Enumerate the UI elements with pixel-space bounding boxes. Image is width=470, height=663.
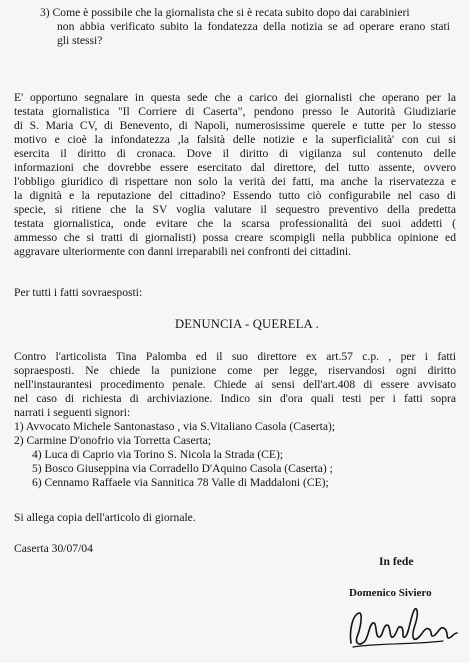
- paragraph-line: di S. Maria CV, di Benevento, di Napoli, numerosissime querele e tutte per lo stesso: [14, 119, 456, 132]
- paragraph-line: aggravare ulteriormente con danni irreparabili nei confronti dei cittadini.: [14, 245, 352, 258]
- paragraph-line: sopraesposti. Ne chiede la punizione come per legge, riservandosi ogni diritto: [14, 364, 456, 377]
- witness-item: 2) Carmine D'onofrio via Torretta Caserta;: [14, 434, 212, 447]
- paragraph-line: ammesso che si tratti di giornalisti) possa creare scompigli nella pubblica opinione ed: [14, 231, 456, 244]
- witness-item: 6) Cennamo Raffaele via Sannitica 78 Valle di Maddaloni (CE);: [32, 476, 329, 489]
- question-line: gli stessi?: [57, 34, 103, 47]
- question-line: non abbia verificato subito la fondatezza della notizia se ad operare erano stati: [57, 20, 450, 33]
- closing-formula: In fede: [379, 555, 414, 568]
- signer-name: Domenico Siviero: [349, 587, 432, 599]
- paragraph-line: l'obbligo giuridico di rispettare non solo la verità dei fatti, ma anche la riservatezza e: [14, 175, 456, 188]
- witness-item: 5) Bosco Giuseppina via Corradello D'Aquino Casola (Caserta) ;: [32, 462, 333, 475]
- paragraph-line: testata giornalistica, onde evitare che la scarsa professionalità dei suoi addetti (: [14, 217, 456, 230]
- paragraph-line: E' opportuno segnalare in questa sede che a carico dei giornalisti che operano per la: [14, 91, 456, 104]
- paragraph-line: la dignità e la reputazione del cittadino? Essendo tutto ciò configurabile nel caso di: [14, 189, 456, 202]
- handwritten-signature: [347, 603, 459, 655]
- attachment-note: Si allega copia dell'articolo di giornale.: [14, 511, 196, 524]
- document-heading: DENUNCIA - QUERELA .: [175, 317, 319, 331]
- paragraph-line: testata giornalistica "Il Corriere di Caserta", pendono presso le Autorità Giudiziarie: [14, 105, 456, 118]
- question-line: 3) Come è possibile che la giornalista che si è recata subito dopo dai carabinieri: [40, 6, 410, 19]
- paragraph-line: Contro l'articolista Tina Palomba ed il suo direttore ex art.57 c.p. , per i fatti: [14, 350, 456, 363]
- paragraph-line: informazioni che dovrebbe essere esercitato dal direttore, del tutto assente, ovvero: [14, 161, 456, 174]
- intro-text: Per tutti i fatti sovraesposti:: [14, 286, 143, 299]
- paragraph-line: narrati i seguenti signori:: [14, 406, 131, 419]
- paragraph-line: motivo e cioè la infondatezza ,la falsità delle notizie e la superficialità' con cui si: [14, 133, 456, 146]
- witness-item: 4) Luca di Caprio via Torino S. Nicola la Strada (CE);: [32, 448, 284, 461]
- paragraph-line: nel caso di richiesta di archiviazione. Indico sin d'ora quali testi per i fatti sopra: [14, 392, 456, 405]
- paragraph-line: specie, si ritiene che la SV voglia valutare il sequestro preventivo della predetta: [14, 203, 456, 216]
- paragraph-line: esercita il diritto di cronaca. Dove il diritto di vigilanza sul contenuto delle: [14, 147, 456, 160]
- paragraph-line: nell'instaurantesi procedimento penale. Chiede ai sensi dell'art.408 di essere avvisato: [14, 378, 456, 391]
- witness-item: 1) Avvocato Michele Santonastaso , via S.Vitaliano Casola (Caserta);: [14, 420, 336, 433]
- place-date: Caserta 30/07/04: [14, 542, 93, 555]
